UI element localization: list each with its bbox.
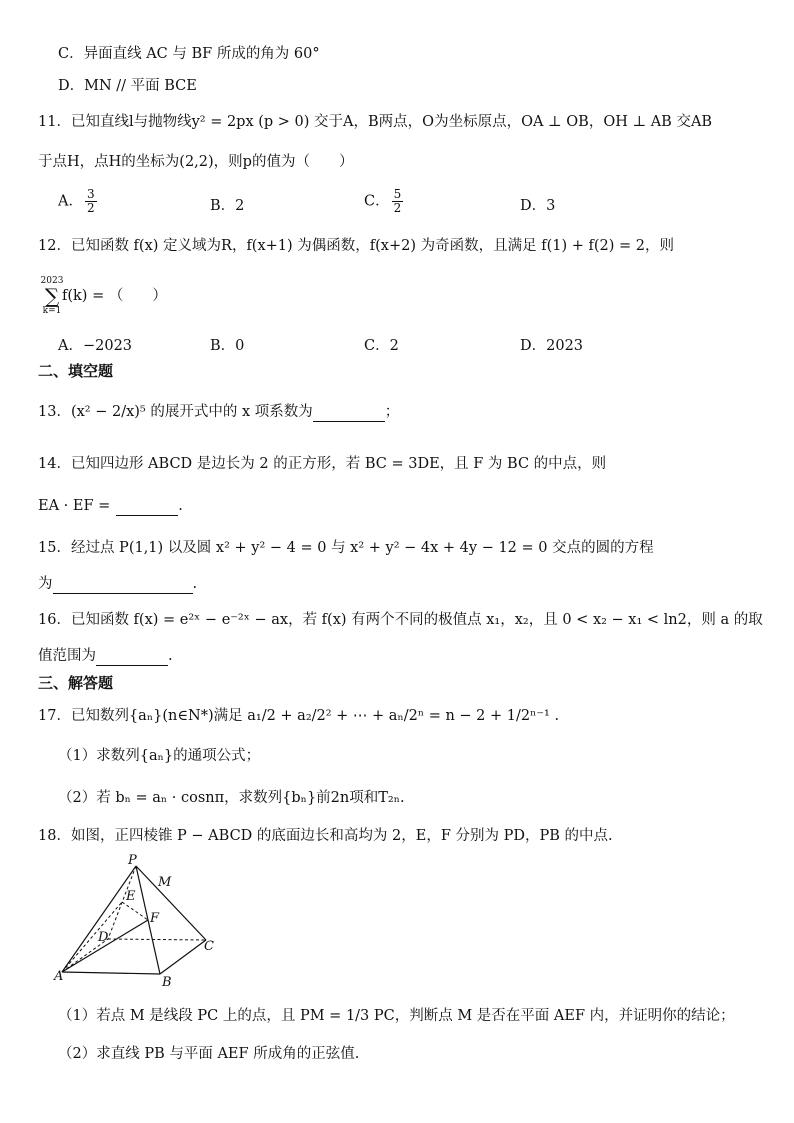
pyramid-figure xyxy=(56,852,226,992)
q15-answer-blank[interactable] xyxy=(53,577,193,594)
q11-option-a: A． $\frac{3}{2}$ xyxy=(58,187,95,215)
label-e: E xyxy=(126,889,136,904)
q11-stem-line2: 于点H，点H的坐标为(2,2)，则p的值为（ ） xyxy=(38,154,354,170)
q13-stem: 13．(x² − 2/x)⁵ 的展开式中的 x 项系数为 ； xyxy=(38,404,400,420)
edge-ab xyxy=(62,972,160,974)
q13-answer-blank[interactable] xyxy=(313,405,385,422)
q18-stem: 18．如图，正四棱锥 P − ABCD 的底面边长和高均为 2，E，F 分别为 PD，PB 的中点. xyxy=(38,828,613,844)
q18-part2: （2）求直线 PB 与平面 AEF 所成角的正弦值. xyxy=(58,1046,360,1062)
q14-answer-blank[interactable] xyxy=(116,499,178,516)
q12-sum-upper: 2023 xyxy=(40,276,64,286)
q12-option-d: D．2023 xyxy=(520,338,584,354)
q11-stem-line1: 11．已知直线l与抛物线y² = 2px (p > 0) 交于A，B两点，O为坐标原点，OA ⊥ OB，OH ⊥ AB 交AB xyxy=(38,114,713,130)
q12-option-c: C．2 xyxy=(364,338,399,354)
q17-part1: （1）求数列{aₙ}的通项公式； xyxy=(58,748,261,764)
q17-part2: （2）若 bₙ = aₙ · cosnπ，求数列{bₙ}前2n项和T₂ₙ. xyxy=(58,790,405,806)
q11-option-c-fraction: $\frac{5}{2}$ xyxy=(393,187,402,215)
q12-stem-line1: 12．已知函数 f(x) 定义域为R，f(x+1) 为偶函数，f(x+2) 为奇函数，且满足 f(1) + f(2) = 2，则 xyxy=(38,238,675,254)
q18-part1: （1）若点 M 是线段 PC 上的点，且 PM = 1/3 PC，判断点 M 是否在平面 AEF 内，并证明你的结论； xyxy=(58,1008,735,1024)
q17-stem: 17．已知数列{aₙ}(n∈N*)满足 a₁/2 + a₂/2² + ⋯ + aₙ/2ⁿ = n − 2 + 1/2ⁿ⁻¹ . xyxy=(38,708,560,724)
q14-stem-line2: EA · EF = . xyxy=(38,498,183,514)
q15-stem-line1: 15．经过点 P(1,1) 以及圆 x² + y² − 4 = 0 与 x² + y² − 4x + 4y − 12 = 0 交点的圆的方程 xyxy=(38,540,654,556)
q10-option-d: D．MN // 平面 BCE xyxy=(58,78,197,94)
q11-option-a-fraction: $\frac{3}{2}$ xyxy=(86,187,95,215)
q12-option-b: B．0 xyxy=(210,338,245,354)
q16-answer-blank[interactable] xyxy=(96,649,168,666)
section-heading-solutions: 三、解答题 xyxy=(38,674,114,692)
q13-expression: (x² − 2/x)⁵ xyxy=(70,404,146,420)
label-d: D xyxy=(98,930,109,945)
label-p: P xyxy=(128,853,137,868)
label-f: F xyxy=(150,911,160,926)
segment-af xyxy=(62,920,148,972)
edge-dc-hidden xyxy=(108,939,206,940)
q16-stem-line1: 16．已知函数 f(x) = e²ˣ − e⁻²ˣ − ax，若 f(x) 有两个不同的极值点 x₁，x₂，且 0 < x₂ − x₁ < ln2，则 a 的取 xyxy=(38,612,763,628)
q16-stem-line2: 值范围为 . xyxy=(38,648,173,664)
q14-stem-line1: 14．已知四边形 ABCD 是边长为 2 的正方形，若 BC = 3DE，且 F 为 BC 的中点，则 xyxy=(38,456,607,472)
label-c: C xyxy=(204,939,214,954)
q12-option-a: A．−2023 xyxy=(58,338,133,354)
q10-option-c: C．异面直线 AC 与 BF 所成的角为 60° xyxy=(58,46,320,62)
q11-option-b: B．2 xyxy=(210,198,245,214)
q11-option-d: D．3 xyxy=(520,198,556,214)
q12-sum-lower: k=1 xyxy=(42,306,62,316)
label-b: B xyxy=(162,975,172,990)
edge-pa xyxy=(62,866,136,972)
label-m: M xyxy=(158,875,172,890)
edge-bc xyxy=(160,940,206,974)
section-heading-fill-in: 二、填空题 xyxy=(38,362,114,380)
sigma-symbol: ∑ xyxy=(44,284,60,308)
label-a: A xyxy=(54,969,64,984)
q11-option-c: C． $\frac{5}{2}$ xyxy=(364,187,402,215)
q12-stem-line2: f(k) = （ ） xyxy=(62,288,167,304)
segment-ae-hidden xyxy=(62,902,122,972)
q15-stem-line2: 为 . xyxy=(38,576,198,592)
